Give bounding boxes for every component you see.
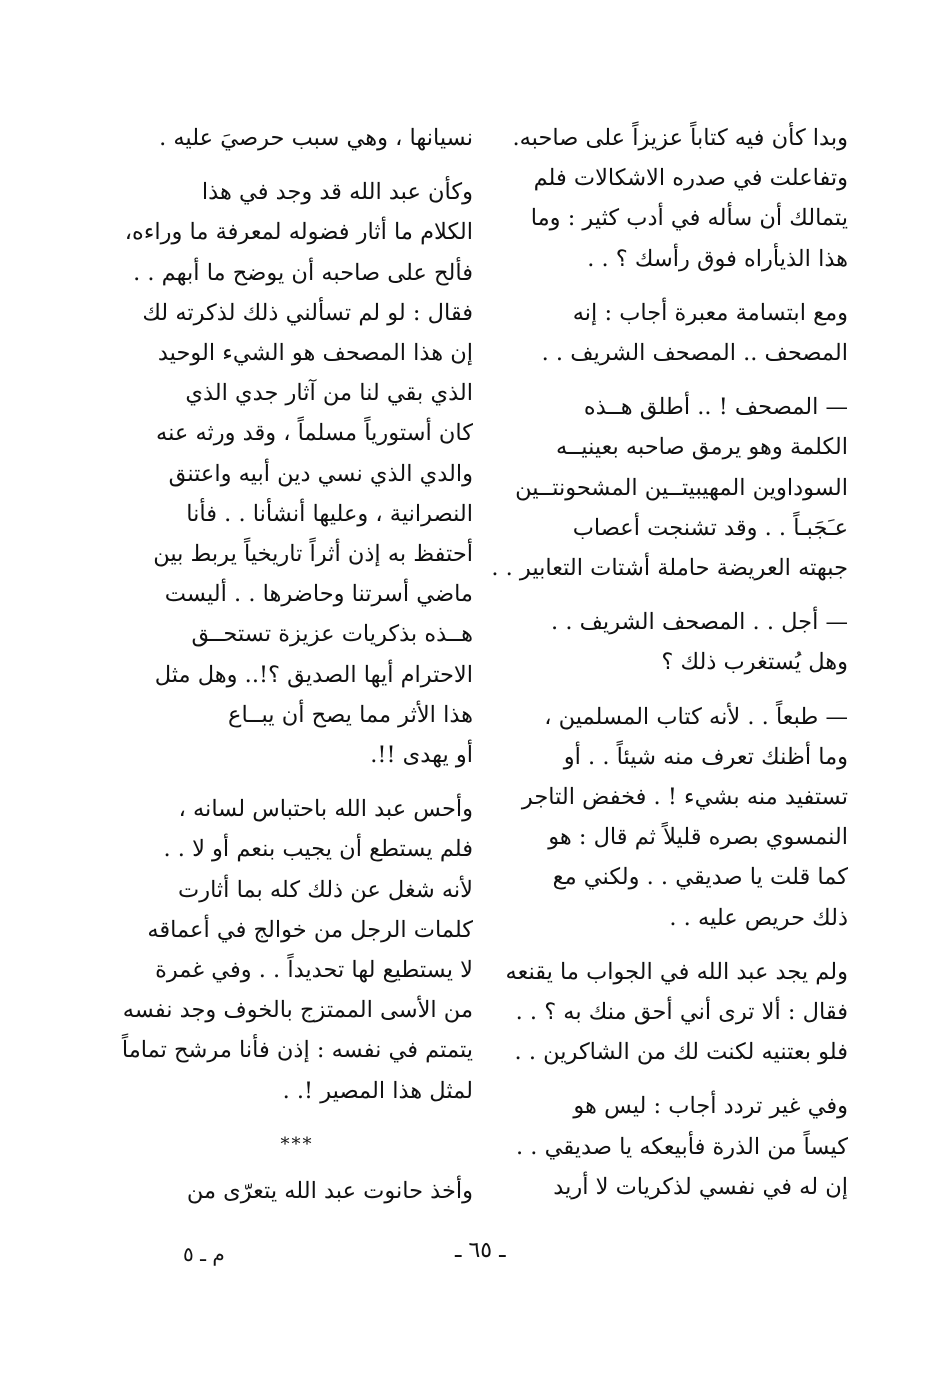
text-line: ومع ابتسامة معبرة أجاب : إنه [572, 299, 848, 326]
text-line: وفي غير تردد أجاب : ليس هو [573, 1093, 848, 1120]
text-line: هذا الأثر مما يصح أن يبــاع [228, 701, 473, 728]
text-line: — المصحف ! .. أطلق هــذه [583, 394, 848, 421]
text-line: فلم يستطع أن يجيب بنعم أو لا . . [163, 836, 473, 863]
text-line: يتمالك أن سأله في أدب كثير : وما [530, 205, 848, 232]
text-line: كما قلت يا صديقي . . ولكني مع [552, 864, 848, 891]
text-line: نسيانها ، وهي سبب حرصيَ عليه . [159, 125, 473, 151]
text-line: ذلك حريص عليه . . [669, 904, 848, 931]
paragraph [121, 789, 473, 1111]
text-line: النمسوي بصره قليلاً ثم قال : هو [548, 824, 848, 851]
paragraph [121, 172, 473, 775]
text-line: وأحس عبد الله باحتباس لسانه ، [178, 796, 473, 823]
text-line: أو يهدى !!. [370, 742, 473, 769]
text-line: وبدا كأن فيه كتاباً عزيزاً على صاحبه. [512, 125, 848, 151]
text-line: إن له في نفسي لذكريات لا أريد [553, 1173, 848, 1200]
paragraph [496, 293, 848, 373]
text-line: فألح على صاحبه أن يوضح ما أبهم . . [133, 259, 473, 286]
text-line: المصحف .. المصحف الشريف . . [541, 340, 848, 367]
paragraph [496, 602, 848, 682]
paragraph [496, 697, 848, 938]
paragraph-last [121, 1171, 473, 1211]
right-column [491, 118, 848, 1221]
section-separator: *** [280, 1133, 314, 1155]
signature-mark: م ـ ٥ [183, 1242, 225, 1266]
text-line: فقال : لو لم تسألني ذلك لذكرته لك [142, 299, 473, 326]
text-line: عـَجَبـاً . . وقد تشنجت أعصاب [572, 514, 848, 541]
text-line: إن هذا المصحف هو الشيء الوحيد [157, 340, 473, 367]
text-line: النصرانية ، وعليها أنشأنا . . فأنا [186, 500, 473, 527]
text-line: — طبعاً . . لأنه كتاب المسلمين ، [544, 703, 848, 730]
text-line: من الأسى الممتزج بالخوف وجد نفسه [122, 997, 473, 1024]
text-line: لمثل هذا المصير !. . [282, 1077, 473, 1104]
text-line: جبهته العريضة حاملة أشتات التعابير . . [491, 555, 848, 582]
paragraph [496, 952, 848, 1073]
text-line: لأنه شغل عن ذلك كله بما أثارت [178, 876, 473, 903]
text-line: كيساً من الذرة فأبيعكه يا صديقي . . [516, 1133, 848, 1160]
text-line: فقال : ألا ترى أني أحق منك به ؟ . . [515, 999, 848, 1026]
text-line: وتفاعلت في صدره الاشكالات فلم [533, 165, 848, 192]
paragraph [496, 118, 848, 279]
text-line: لا يستطيع لها تحديداً . . وفي غمرة [155, 957, 473, 984]
text-line: كلمات الرجل من خوالج في أعماقه [147, 916, 473, 943]
text-line: والدي الذي نسي دين أبيه واعتنق [168, 460, 473, 487]
text-line: وما أظنك تعرف منه شيئاً . . أو [563, 743, 848, 770]
left-column [121, 118, 473, 1225]
text-line: السوداوين المهيبيتــين المشحونتــين [515, 474, 848, 501]
text-line: الاحترام أيها الصديق ؟!.. وهل مثل [154, 661, 473, 688]
text-line: — أجل . . المصحف الشريف . . [551, 609, 848, 636]
paragraph [496, 1086, 848, 1207]
paragraph [121, 118, 473, 158]
text-line: الكلمة وهو يرمق صاحبه بعينيــه [556, 434, 848, 461]
paragraph [491, 387, 848, 588]
text-line: هذا الذيأراه فوق رأسك ؟ . . [587, 245, 848, 272]
text-line: وكأن عبد الله قد وجد في هذا [201, 179, 473, 206]
text-line: تستفيد منه بشيء ! . فخفض التاجر [521, 784, 848, 811]
text-line: الذي بقي لنا من آثار جدي الذي [185, 380, 473, 407]
text-line: أحتفظ به إذن أثراً تاريخياً يربط بين [153, 541, 473, 568]
text-line: وهل يُستغرب ذلك ؟ [661, 649, 848, 676]
text-line: الكلام ما أثار فضوله لمعرفة ما وراءه، [124, 219, 473, 246]
text-line: فلو بعتنيه لكنت لك من الشاكرين . . [514, 1039, 848, 1066]
page-number: ـ ٦٥ ـ [455, 1238, 506, 1263]
text-line: هــذه بذكريات عزيزة تستحــق [191, 621, 473, 648]
text-line: وأخذ حانوت عبد الله يتعرّى من [186, 1178, 473, 1205]
text-line: يتمتم في نفسه : إذن فأنا مرشح تماماً [121, 1037, 473, 1064]
text-line: كان أستورياً مسلماً ، وقد ورثه عنه [156, 420, 473, 447]
text-line: ماضي أسرتنا وحاضرها . . أليست [164, 581, 473, 608]
text-line: ولم يجد عبد الله في الجواب ما يقنعه [505, 958, 848, 985]
